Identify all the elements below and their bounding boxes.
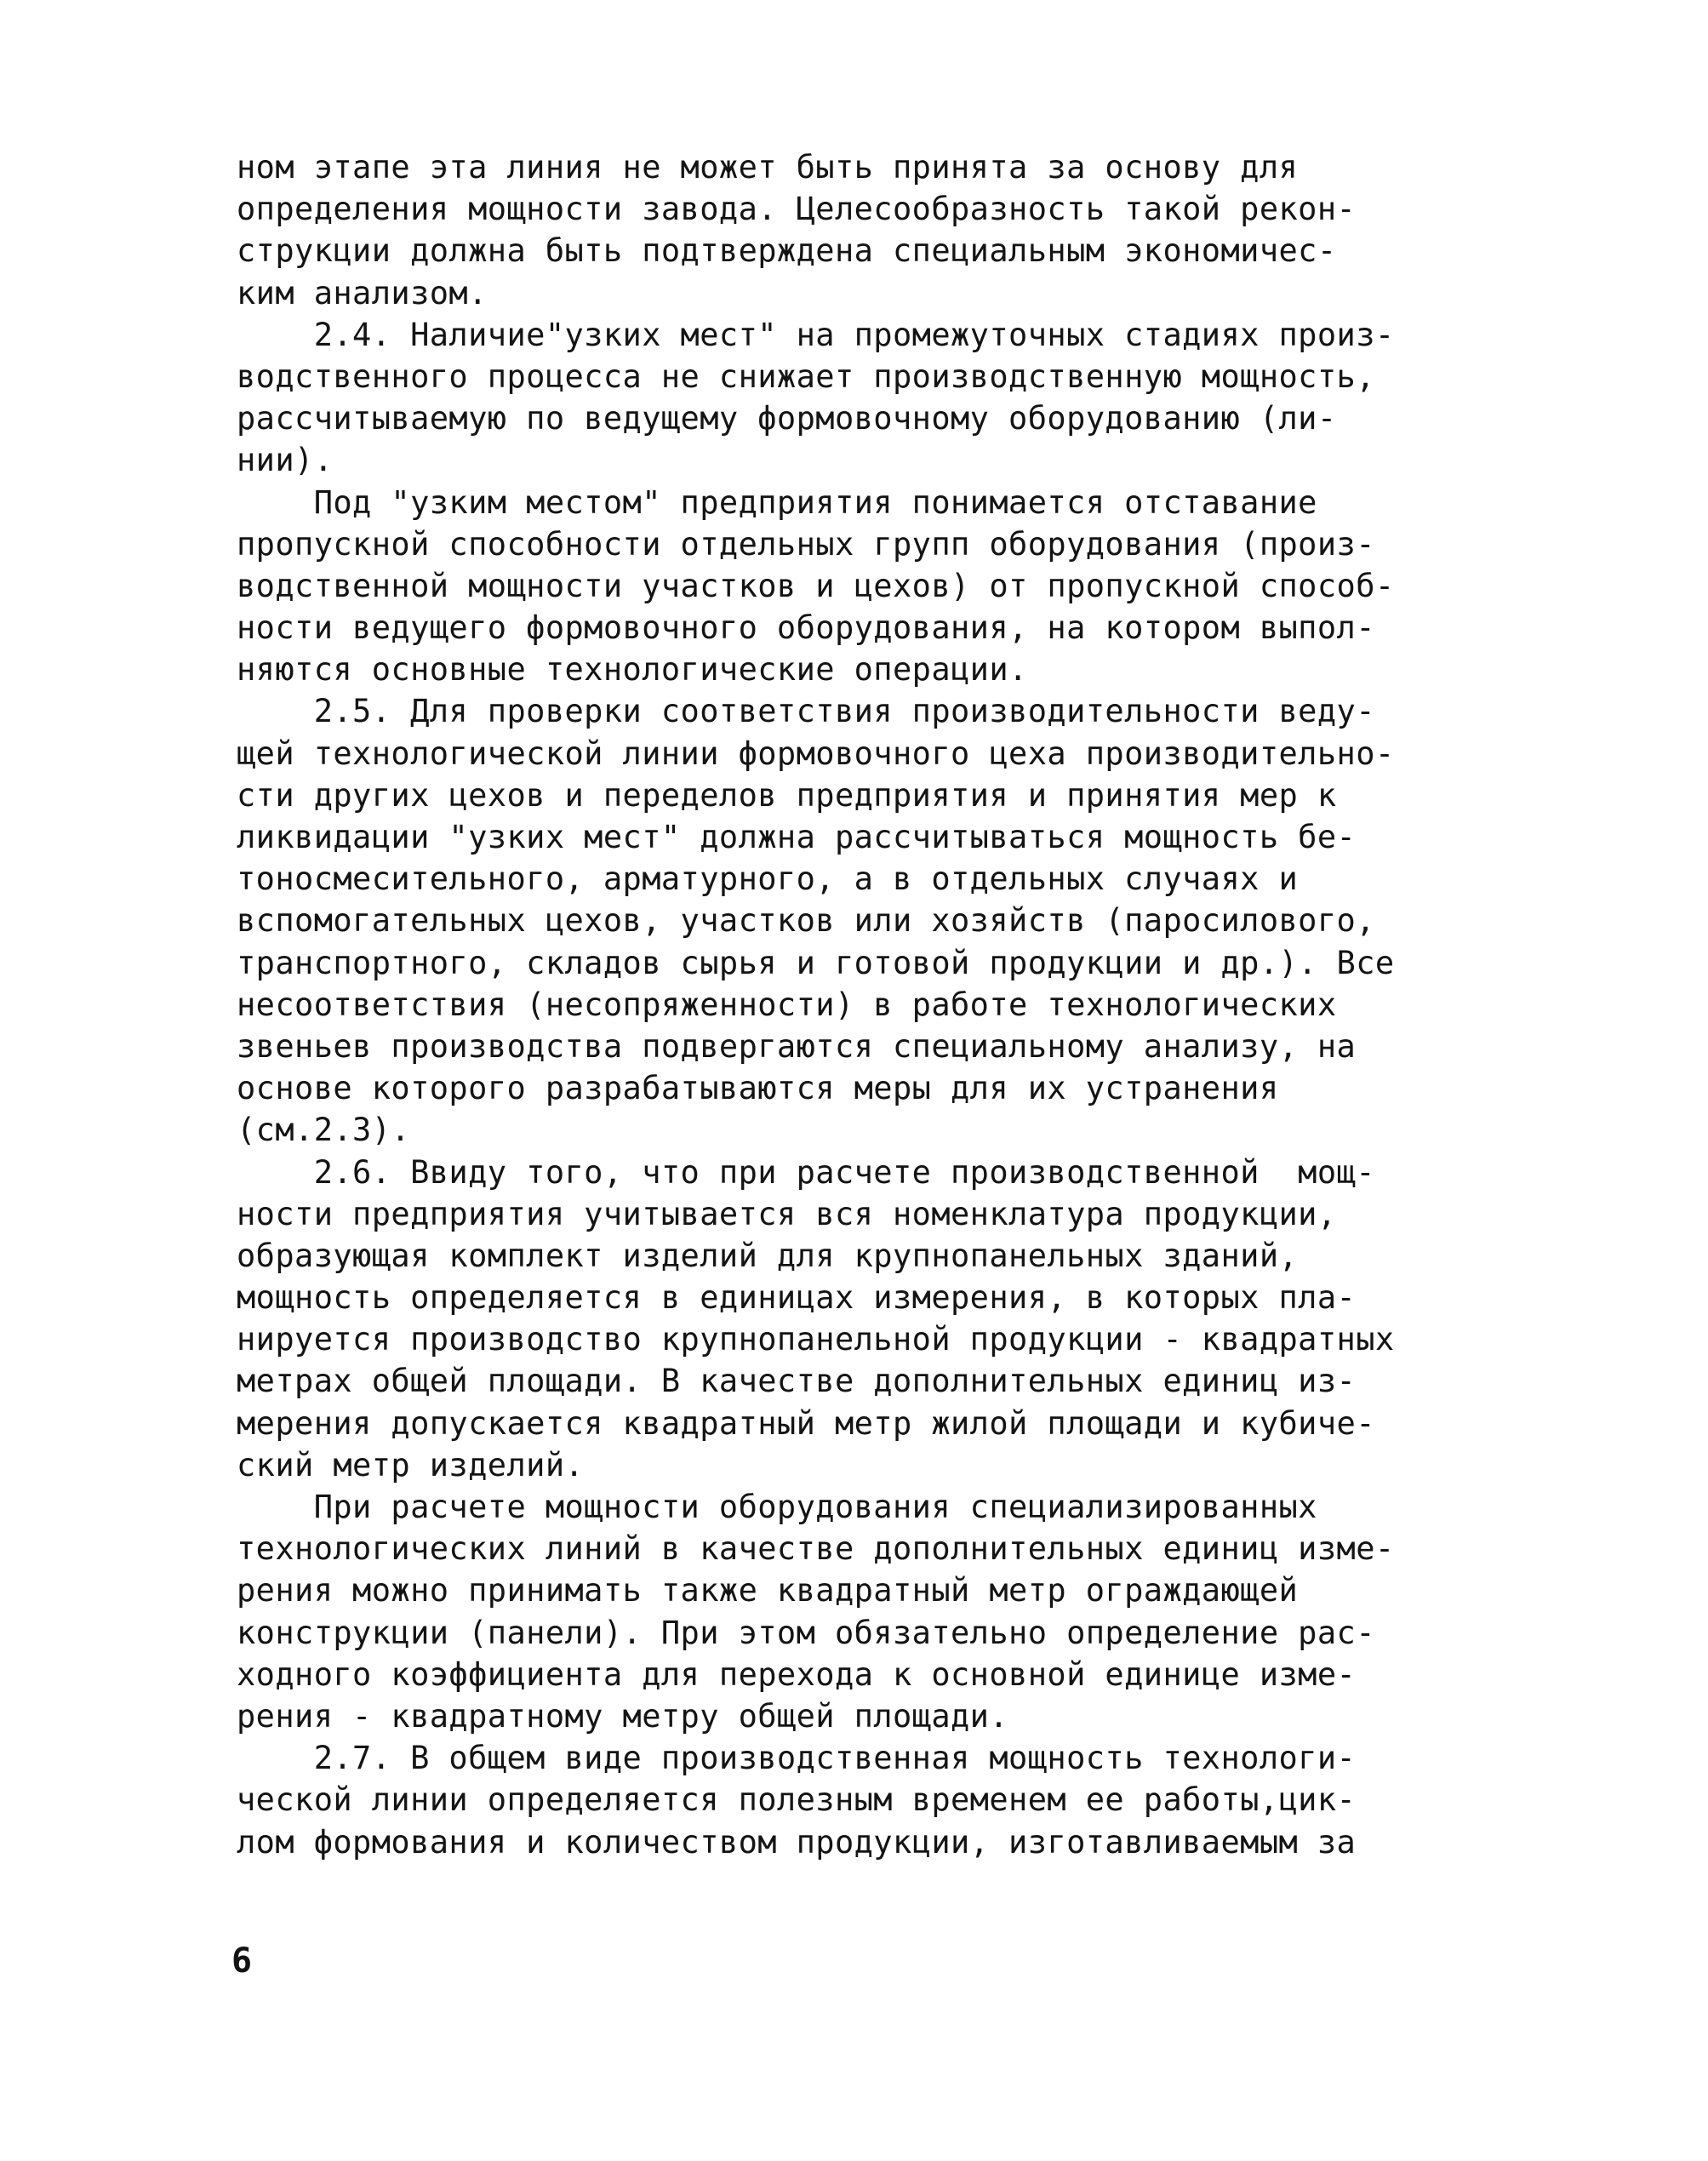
text-line: ческой линии определяется полезным временем ее работы,цик- — [237, 1781, 1357, 1819]
text-line: мерения допускается квадратный метр жилой площади и кубиче- — [237, 1404, 1375, 1442]
text-line: нии). — [237, 442, 334, 479]
text-line: пропускной способности отдельных групп оборудования (произ- — [237, 525, 1375, 563]
text-line: рения можно принимать также квадратный метр ограждающей — [237, 1572, 1299, 1609]
text-line: технологических линий в качестве дополнительных единиц изме- — [237, 1530, 1395, 1568]
text-line: щей технологической линии формовочного цеха производительно- — [237, 735, 1395, 772]
text-line: тоносмесительного, арматурного, а в отдельных случаях и — [237, 860, 1299, 898]
text-line: (см.2.3). — [237, 1112, 411, 1149]
text-line: струкции должна быть подтверждена специальным экономичес- — [237, 232, 1337, 270]
text-line: ский метр изделий. — [237, 1446, 585, 1484]
text-line: основе которого разрабатываются меры для их устранения — [237, 1070, 1279, 1107]
text-line: звеньев производства подвергаются специальному анализу, на — [237, 1027, 1357, 1065]
text-line: рения - квадратному метру общей площади. — [237, 1697, 1009, 1735]
text-line: вспомогательных цехов, участков или хозяйств (паросилового, — [237, 902, 1375, 940]
page-number: 6 — [231, 1941, 253, 1981]
text-line: ликвидации "узких мест" должна рассчитываться мощность бе- — [237, 819, 1357, 855]
text-line: нируется производство крупнопанельной продукции - квадратных — [237, 1321, 1395, 1358]
text-line: 2.6. Ввиду того, что при расчете производственной мощ- — [237, 1153, 1375, 1191]
text-line: несоответствия (несопряженности) в работе технологических — [237, 986, 1337, 1023]
text-line: мощность определяется в единицах измерения, в которых пла- — [237, 1279, 1357, 1317]
text-line: сти других цехов и переделов предприятия и принятия мер к — [237, 776, 1337, 814]
text-line: При расчете мощности оборудования специализированных — [237, 1489, 1317, 1525]
text-line: няются основные технологические операции. — [237, 651, 1028, 689]
text-line: лом формования и количеством продукции, изготавливаемым за — [237, 1823, 1357, 1861]
text-line: рассчитываемую по ведущему формовочному оборудованию (ли- — [237, 400, 1337, 437]
text-line: метрах общей площади. В качестве дополнительных единиц из- — [237, 1363, 1357, 1400]
text-line: Под "узким местом" предприятия понимается отставание — [237, 483, 1317, 521]
text-line: транспортного, складов сырья и готовой продукции и др.). Все — [237, 944, 1395, 981]
text-line: образующая комплект изделий для крупнопанельных зданий, — [237, 1237, 1299, 1274]
text-line: водственной мощности участков и цехов) от пропускной способ- — [237, 567, 1395, 604]
text-line: ким анализом. — [237, 274, 488, 312]
text-line: определения мощности завода. Целесообразность такой рекон- — [237, 191, 1357, 228]
text-line: ности предприятия учитывается вся номенклатура продукции, — [237, 1195, 1337, 1232]
text-line: 2.4. Наличие"узких мест" на промежуточных стадиях произ- — [237, 316, 1395, 353]
text-line: 2.7. В общем виде производственная мощность технологи- — [237, 1740, 1357, 1777]
text-line: ности ведущего формовочного оборудования, на котором выпол- — [237, 609, 1375, 647]
page-text — [237, 146, 1496, 1863]
text-line: ходного коэффициента для перехода к основной единице изме- — [237, 1655, 1357, 1693]
text-line: ном этапе эта линия не может быть принята за основу для — [237, 149, 1299, 186]
text-line: 2.5. Для проверки соответствия производительности веду- — [237, 693, 1375, 730]
text-line: конструкции (панели). При этом обязательно определение рас- — [237, 1614, 1375, 1651]
text-line: водственного процесса не снижает производственную мощность, — [237, 357, 1375, 395]
